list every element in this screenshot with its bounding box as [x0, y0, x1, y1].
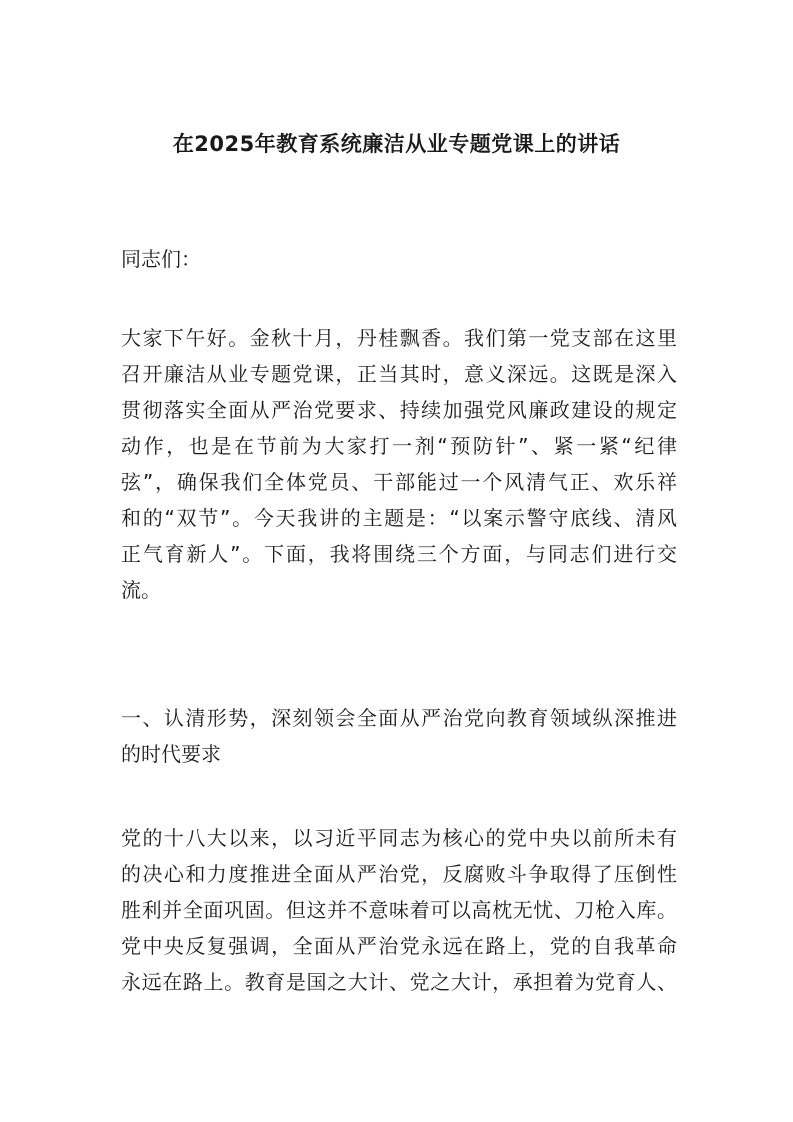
paragraph-line: 党中央反复强调，全面从严治党永远在路上，党的自我革命 — [121, 934, 677, 958]
paragraph-line: 党的十八大以来，以习近平同志为核心的党中央以前所未有 — [121, 826, 677, 850]
paragraph-section-1 — [121, 820, 677, 1000]
paragraph-opening — [121, 320, 677, 608]
paragraph-line: 流。 — [121, 578, 161, 602]
paragraph-line: 召开廉洁从业专题党课，正当其时，意义深远。这既是深入 — [121, 362, 677, 386]
document-title: 在2025年教育系统廉洁从业专题党课上的讲话 — [172, 132, 621, 156]
paragraph-line: 贯彻落实全面从严治党要求、持续加强党风廉政建设的规定 — [121, 398, 677, 422]
paragraph-line: 弦”，确保我们全体党员、干部能过一个风清气正、欢乐祥 — [121, 470, 677, 494]
heading-line: 一、认清形势，深刻领会全面从严治党向教育领域纵深推进 — [121, 706, 677, 730]
paragraph-line: 胜利并全面巩固。但这并不意味着可以高枕无忧、刀枪入库。 — [121, 898, 677, 922]
greeting-text: 同志们： — [121, 247, 201, 271]
paragraph-line: 的决心和力度推进全面从严治党，反腐败斗争取得了压倒性 — [121, 862, 677, 886]
heading-line: 的时代要求 — [121, 742, 221, 766]
paragraph-line: 永远在路上。教育是国之大计、党之大计，承担着为党育人、 — [121, 970, 677, 994]
paragraph-line: 动作，也是在节前为大家打一剂“预防针”、紧一紧“纪律 — [121, 434, 677, 458]
section-heading-1 — [121, 700, 677, 772]
paragraph-line: 正气育新人”。下面，我将围绕三个方面，与同志们进行交 — [121, 542, 677, 566]
paragraph-line: 和的“双节”。今天我讲的主题是：“以案示警守底线、清风 — [121, 506, 677, 530]
paragraph-line: 大家下午好。金秋十月，丹桂飘香。我们第一党支部在这里 — [121, 326, 677, 350]
greeting — [121, 241, 677, 277]
